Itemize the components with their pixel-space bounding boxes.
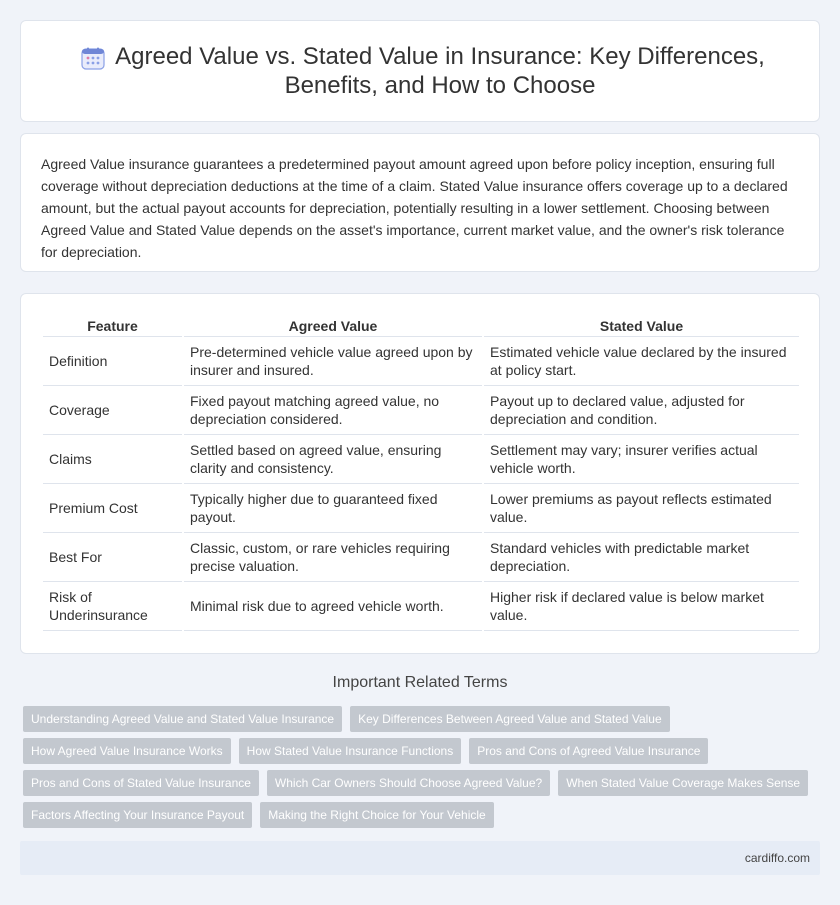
row-stated: Payout up to declared value, adjusted for depreciation and condition. <box>483 386 799 435</box>
row-stated: Higher risk if declared value is below market value. <box>483 582 799 631</box>
header-card <box>20 20 820 122</box>
related-terms-heading: Important Related Terms <box>332 674 508 691</box>
header-feature: Feature <box>43 316 183 337</box>
table-row <box>43 582 799 631</box>
row-feature: Risk of Underinsurance <box>43 582 183 631</box>
row-agreed: Classic, custom, or rare vehicles requiring precise valuation. <box>183 533 483 582</box>
row-feature: Premium Cost <box>43 484 183 533</box>
row-stated: Settlement may vary; insurer verifies actual vehicle worth. <box>483 435 799 484</box>
comparison-table-card <box>20 293 820 654</box>
row-stated: Estimated vehicle value declared by the insured at policy start. <box>483 337 799 386</box>
summary-card <box>20 133 820 272</box>
row-stated: Standard vehicles with predictable market depreciation. <box>483 533 799 582</box>
related-term-link[interactable]: Understanding Agreed Value and Stated Value Insurance <box>23 706 342 732</box>
related-term-link[interactable]: Factors Affecting Your Insurance Payout <box>23 802 252 828</box>
page-title: Agreed Value vs. Stated Value in Insurance: Key Differences, Benefits, and How to Choose <box>115 43 765 99</box>
related-terms-list <box>23 706 823 828</box>
row-agreed: Settled based on agreed value, ensuring clarity and consistency. <box>183 435 483 484</box>
row-agreed: Pre-determined vehicle value agreed upon by insurer and insured. <box>183 337 483 386</box>
footer-bar <box>20 841 820 875</box>
table-header-row <box>43 316 799 337</box>
header-stated-value: Stated Value <box>483 316 799 337</box>
row-agreed: Minimal risk due to agreed vehicle worth. <box>183 582 483 631</box>
related-term-link[interactable]: When Stated Value Coverage Makes Sense <box>558 770 808 796</box>
related-term-link[interactable]: Key Differences Between Agreed Value and Stated Value <box>350 706 670 732</box>
row-feature: Claims <box>43 435 183 484</box>
row-feature: Best For <box>43 533 183 582</box>
header-agreed-value: Agreed Value <box>183 316 483 337</box>
comparison-table <box>43 316 799 631</box>
table-row <box>43 337 799 386</box>
related-term-link[interactable]: Pros and Cons of Stated Value Insurance <box>23 770 259 796</box>
row-agreed: Fixed payout matching agreed value, no depreciation considered. <box>183 386 483 435</box>
summary-text: Agreed Value insurance guarantees a predetermined payout amount agreed upon before policy inception, ensuring full coverage without depreciation deductions at the time of a claim. Stated Value insurance offers coverage up to a declared amount, but the actual payout accounts for depreciation, potentially resulting in a lower settlement. Choosing between Agreed Value and Stated Value depends on the asset's importance, current market value, and the owner's risk tolerance for depreciation. <box>41 156 788 260</box>
row-agreed: Typically higher due to guaranteed fixed payout. <box>183 484 483 533</box>
related-term-link[interactable]: Making the Right Choice for Your Vehicle <box>260 802 493 828</box>
table-row <box>43 386 799 435</box>
table-row <box>43 484 799 533</box>
related-term-link[interactable]: Pros and Cons of Agreed Value Insurance <box>469 738 708 764</box>
row-feature: Definition <box>43 337 183 386</box>
related-term-link[interactable]: How Stated Value Insurance Functions <box>239 738 462 764</box>
row-stated: Lower premiums as payout reflects estimated value. <box>483 484 799 533</box>
table-row <box>43 533 799 582</box>
related-term-link[interactable]: Which Car Owners Should Choose Agreed Value? <box>267 770 550 796</box>
table-row <box>43 435 799 484</box>
related-term-link[interactable]: How Agreed Value Insurance Works <box>23 738 231 764</box>
row-feature: Coverage <box>43 386 183 435</box>
footer-site-link[interactable]: cardiffo.com <box>744 851 810 865</box>
